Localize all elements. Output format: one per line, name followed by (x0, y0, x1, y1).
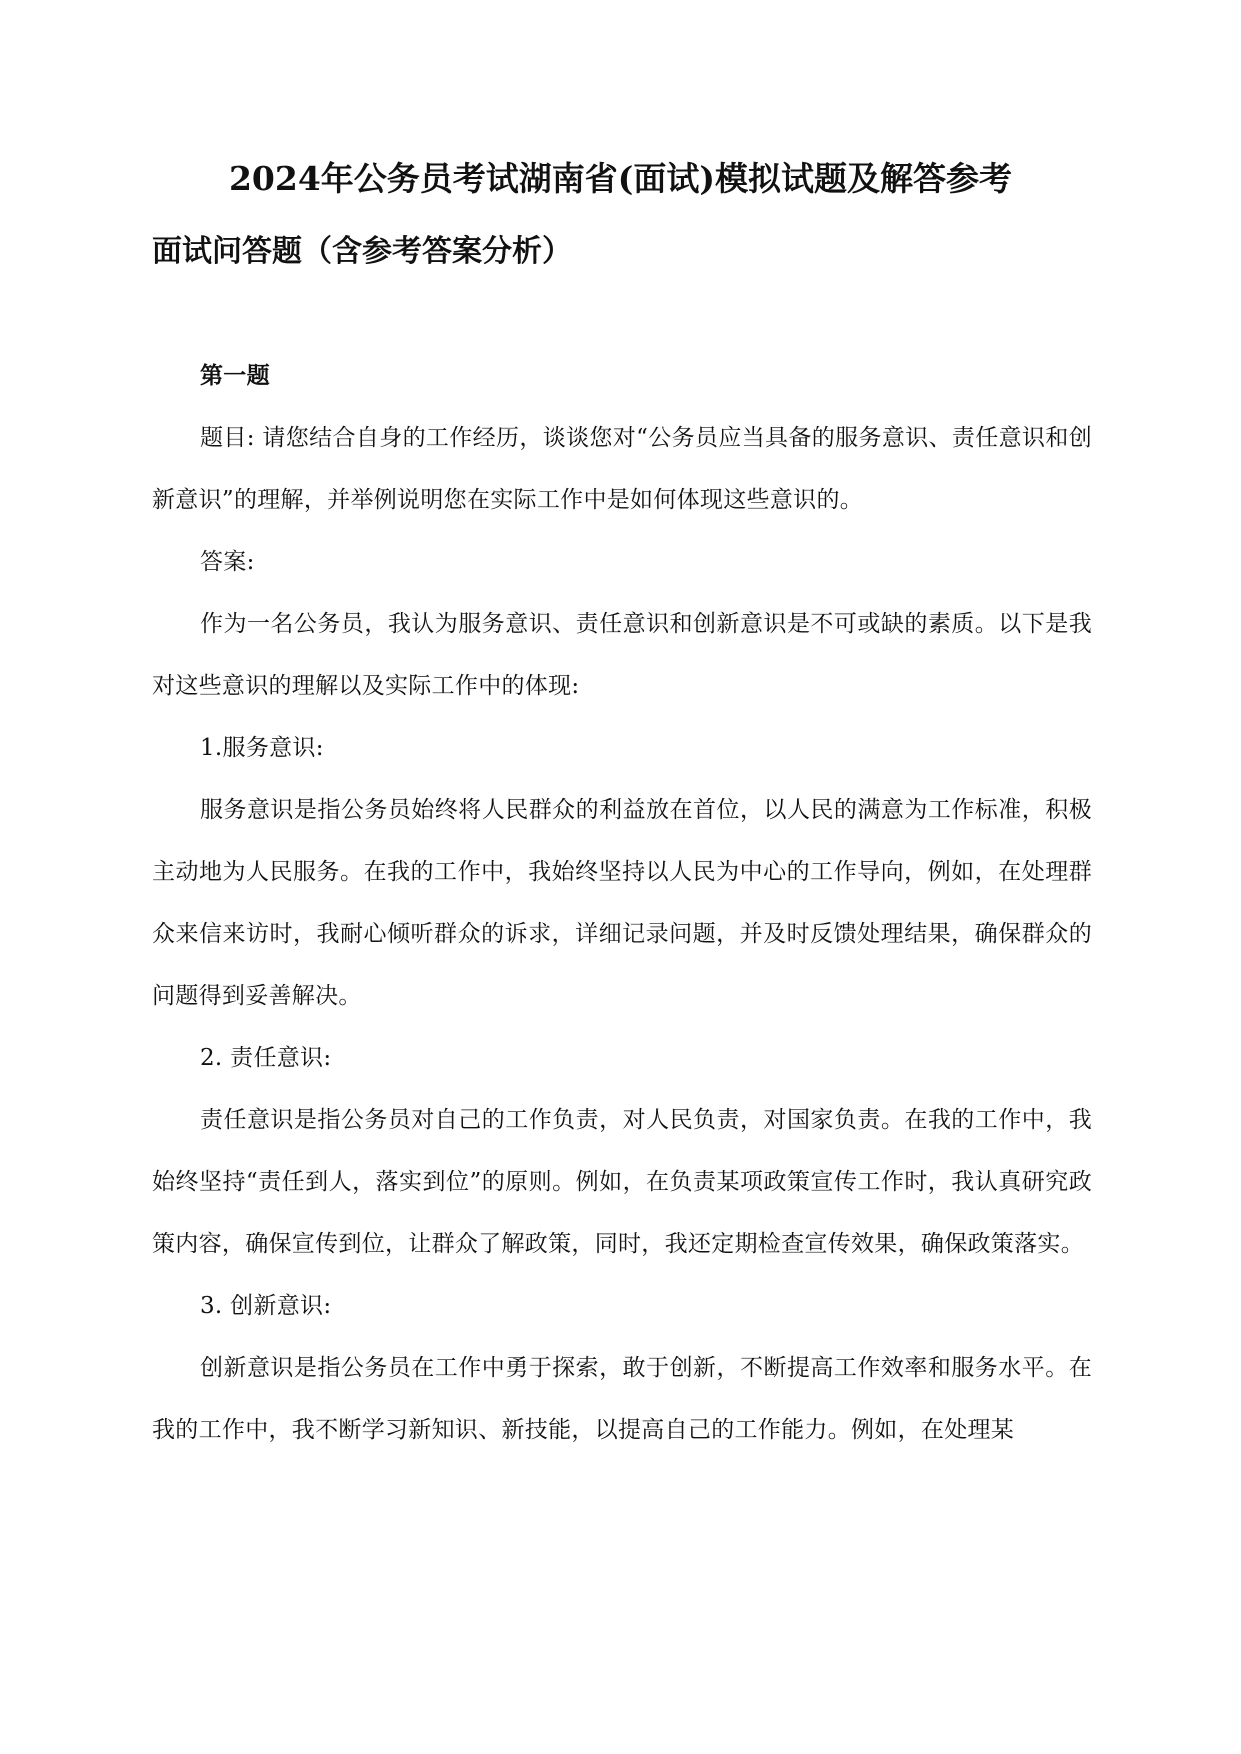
point-heading-service: 1.服务意识: (200, 735, 324, 761)
point-body-service: 服务意识是指公务员始终将人民群众的利益放在首位，以人民的满意为工作标准，积极主动地为人民服务。在我的工作中，我始终坚持以人民为中心的工作导向，例如，在处理群众来信来访时，我耐心倾听群众的诉求，详细记录问题，并及时反馈处理结果，确保群众的问题得到妥善解决。 (152, 797, 1092, 1009)
question-text: 题目: 请您结合自身的工作经历，谈谈您对“公务员应当具备的服务意识、责任意识和创新意识”的理解，并举例说明您在实际工作中是如何体现这些意识的。 (152, 425, 1092, 513)
document-body (152, 345, 1092, 1461)
point-body-responsibility: 责任意识是指公务员对自己的工作负责，对人民负责，对国家负责。在我的工作中，我始终坚持“责任到人，落实到位”的原则。例如，在负责某项政策宣传工作时，我认真研究政策内容，确保宣传到位，让群众了解政策，同时，我还定期检查宣传效果，确保政策落实。 (152, 1107, 1092, 1257)
point-body-innovation: 创新意识是指公务员在工作中勇于探索，敢于创新，不断提高工作效率和服务水平。在我的工作中，我不断学习新知识、新技能，以提高自己的工作能力。例如，在处理某 (152, 1355, 1092, 1443)
document-title: 2024年公务员考试湖南省(面试)模拟试题及解答参考 (228, 159, 1013, 198)
answer-intro: 作为一名公务员，我认为服务意识、责任意识和创新意识是不可或缺的素质。以下是我对这些意识的理解以及实际工作中的体现: (152, 611, 1092, 699)
question-label: 第一题 (200, 362, 270, 389)
point-heading-responsibility: 2. 责任意识: (200, 1045, 332, 1071)
section-heading: 面试问答题（含参考答案分析） (152, 234, 572, 269)
point-heading-innovation: 3. 创新意识: (200, 1293, 332, 1319)
answer-label: 答案: (200, 549, 255, 575)
